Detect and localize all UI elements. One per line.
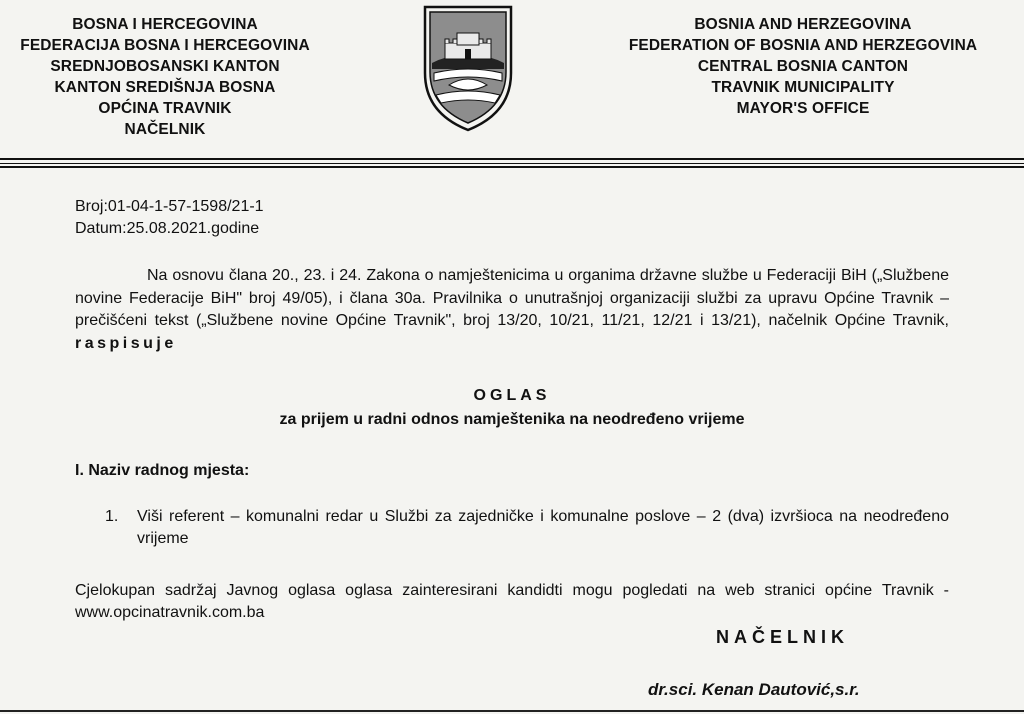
header-left-line: OPĆINA TRAVNIK [98,100,232,117]
intro-text: Na osnovu člana 20., 23. i 24. Zakona o namještenicima u organima državne službe u Federaciji BiH („Službene novine Federacije BiH" broj 49/05), i člana 30a. Pravilnika o unutrašnjoj organizaciji službi za upravu Općine Travnik – prečišćeni tekst („Službene novine Općine Travnik", broj 13/20, 10/21, 11/21, 12/21 i 13/21), načelnik Općine Travnik, [75,267,949,329]
list-item-text: Viši referent – komunalni redar u Službi za zajedničke i komunalne poslove – 2 (dva) izvršioca na neodređeno vrijeme [137,508,949,547]
header-right-line: CENTRAL BOSNIA CANTON [697,58,909,75]
intro-verb: raspisuje [75,334,177,352]
header-right-line: BOSNIA AND HERZEGOVINA [694,16,912,33]
header-left-line: BOSNA I HERCEGOVINA [72,16,258,33]
municipality-crest-icon [421,3,515,133]
header-left-line: NAČELNIK [124,121,206,138]
header-left-line: SREDNJOBOSANSKI KANTON [50,58,280,75]
header-right-line: FEDERATION OF BOSNIA AND HERZEGOVINA [628,37,978,54]
bottom-border [0,710,1024,712]
reference-number: Broj:01-04-1-57-1598/21-1 [75,198,264,215]
signature-name: dr.sci. Kenan Dautović,s.r. [648,680,860,699]
document-title: OGLAS [473,387,551,404]
section-heading: I. Naziv radnog mjesta: [75,462,250,479]
header-divider [0,163,1024,164]
signature-title: NAČELNIK [716,627,849,647]
header-left-line: FEDERACIJA BOSNA I HERCEGOVINA [20,37,310,54]
header-divider [0,166,1024,168]
header-divider [0,158,1024,160]
intro-paragraph [75,265,949,355]
header-right-line: TRAVNIK MUNICIPALITY [711,79,895,96]
header-left [0,14,330,140]
header-right [588,14,1018,119]
header-left-line: KANTON SREDIŠNJA BOSNA [54,79,276,96]
header-right-line: MAYOR'S OFFICE [736,100,870,117]
list-item-number: 1. [105,508,119,525]
document-subtitle: za prijem u radni odnos namještenika na neodređeno vrijeme [279,411,745,428]
note-paragraph: Cjelokupan sadržaj Javnog oglasa oglasa zainteresirani kandidti mogu pogledati na web stranici općine Travnik - www.opcinatravnik.com.ba [75,582,949,621]
list-item [105,506,949,550]
reference-block [75,196,264,240]
reference-date: Datum:25.08.2021.godine [75,220,260,237]
